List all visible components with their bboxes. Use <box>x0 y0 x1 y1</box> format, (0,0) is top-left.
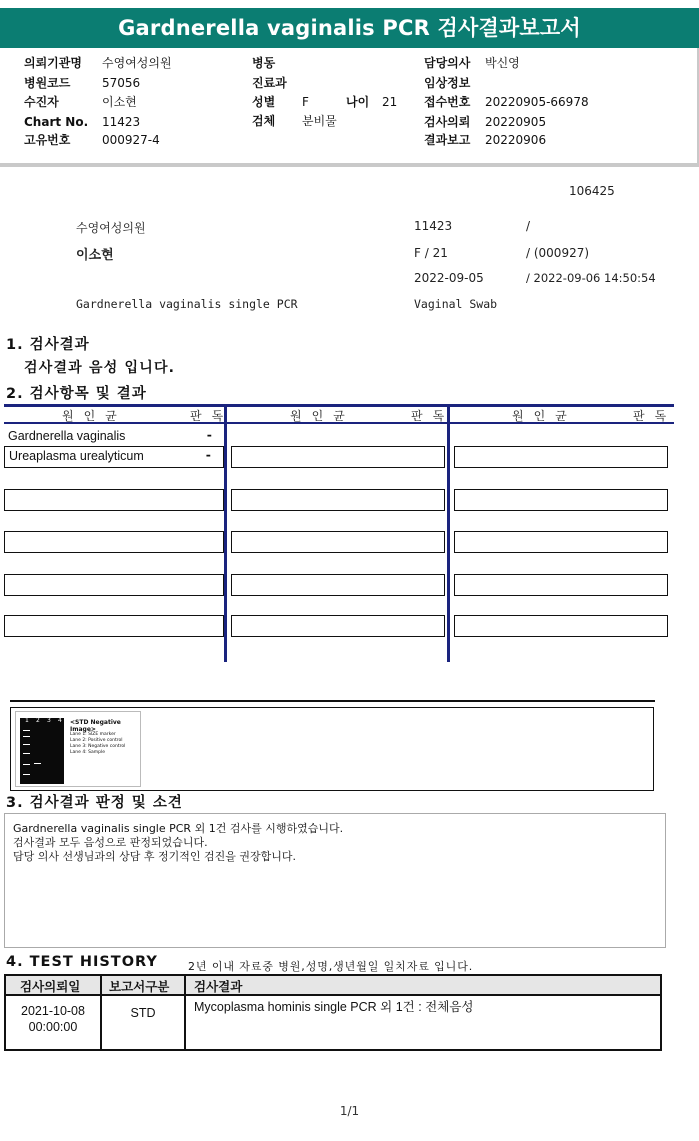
label-chart-no: Chart No. <box>24 115 89 129</box>
opinion-line: 담당 의사 선생님과의 상담 후 정기적인 검진을 권장합니다. <box>13 850 296 863</box>
value-clinic: 수영여성의원 <box>102 56 172 70</box>
lane-number: 3 <box>47 717 51 724</box>
section2-heading: 2. 검사항목 및 결과 <box>6 386 147 402</box>
empty-result-cell <box>454 446 668 468</box>
lane-number: 4 <box>58 717 62 724</box>
gel-legend: Lane 1: SIZE marker <box>70 732 116 737</box>
gel-legend: Lane 4: Sample <box>70 750 105 755</box>
value-receipt-no: 20220905-66978 <box>485 95 589 109</box>
section4-heading: 4. TEST HISTORY <box>6 954 158 970</box>
value-specimen: 분비물 <box>302 114 337 128</box>
pathogen-result: - <box>205 447 211 462</box>
label-hospital-code: 병원코드 <box>24 76 71 90</box>
label-unique-no: 고유번호 <box>24 133 71 147</box>
pathogen-name: Ureaplasma urealyticum <box>9 449 144 463</box>
label-sex: 성별 <box>252 95 276 109</box>
section3-heading: 3. 검사결과 판정 및 소견 <box>6 795 183 811</box>
history-note: 2년 이내 자료중 병원,성명,생년월일 일치자료 입니다. <box>188 960 474 973</box>
lane-number: 2 <box>36 717 40 724</box>
value-patient: 이소현 <box>102 95 137 109</box>
opinion-line: Gardnerella vaginalis single PCR 외 1건 검사를 시행하였습니다. <box>13 822 344 835</box>
label-report-date: 결과보고 <box>424 133 471 147</box>
gel-band <box>23 774 30 775</box>
label-request-date: 검사의뢰 <box>424 115 471 129</box>
pathogen-name: Gardnerella vaginalis <box>8 429 126 443</box>
label-receipt-no: 접수번호 <box>424 95 471 109</box>
label-age: 나이 <box>346 95 370 109</box>
history-table <box>4 974 662 1051</box>
col-header-judge: 판독 <box>411 409 455 423</box>
empty-result-cell <box>231 446 445 468</box>
empty-result-cell <box>4 531 224 553</box>
empty-result-cell <box>454 489 668 511</box>
history-col-type: 보고서구분 <box>109 979 170 994</box>
gel-image <box>15 711 141 787</box>
empty-result-cell <box>231 574 445 596</box>
summary-code: 106425 <box>569 184 615 198</box>
summary-slash: / <box>526 219 531 233</box>
summary-patient: 이소현 <box>76 248 114 263</box>
history-table-header <box>6 976 660 996</box>
gel-legend: Lane 2: Positive control <box>70 738 123 743</box>
label-doctor: 담당의사 <box>424 56 471 70</box>
empty-result-cell <box>4 489 224 511</box>
empty-result-cell <box>4 574 224 596</box>
history-type: STD <box>130 1006 156 1020</box>
pathogen-result: - <box>206 427 212 442</box>
value-hospital-code: 57056 <box>102 76 141 90</box>
col-header-judge: 판독 <box>633 409 677 423</box>
result-row <box>4 446 224 468</box>
value-sex: F <box>302 95 309 109</box>
summary-chart: 11423 <box>414 219 453 233</box>
overall-result: 검사결과 음성 입니다. <box>24 360 176 376</box>
result-grid-divider <box>447 404 450 662</box>
summary-test-name: Gardnerella vaginalis single PCR <box>76 297 298 311</box>
result-grid-divider <box>224 404 227 662</box>
gel-band <box>34 763 41 764</box>
history-col-date: 검사의뢰일 <box>20 979 81 994</box>
gel-electrophoresis-image <box>20 718 64 784</box>
gel-band <box>23 736 30 737</box>
summary-report-datetime: / 2022-09-06 14:50:54 <box>526 271 656 285</box>
empty-result-cell <box>454 615 668 637</box>
result-row <box>4 426 224 448</box>
gel-band <box>23 730 30 731</box>
opinion-line: 검사결과 모두 음성으로 판정되었습니다. <box>13 836 208 849</box>
history-date: 2021-10-08 <box>21 1004 85 1018</box>
empty-result-cell <box>231 615 445 637</box>
history-result: Mycoplasma hominis single PCR 외 1건 : 전체음성 <box>194 1000 474 1014</box>
value-unique-no: 000927-4 <box>102 133 160 147</box>
history-col-result: 검사결과 <box>194 979 243 994</box>
empty-result-cell <box>231 531 445 553</box>
value-doctor: 박신영 <box>485 56 520 70</box>
summary-request-date: 2022-09-05 <box>414 271 484 285</box>
value-report-date: 20220906 <box>485 133 547 147</box>
report-title: Gardnerella vaginalis PCR 검사결과보고서 <box>0 8 699 48</box>
gel-band <box>23 744 30 745</box>
col-header-judge: 판독 <box>190 409 234 423</box>
col-header-pathogen: 원인균 <box>512 409 577 423</box>
empty-result-cell <box>454 574 668 596</box>
value-age: 21 <box>382 95 398 109</box>
summary-id-ref: / (000927) <box>526 246 590 260</box>
image-section-divider <box>10 700 655 702</box>
col-header-pathogen: 원인균 <box>290 409 355 423</box>
label-department: 진료과 <box>252 76 287 90</box>
value-request-date: 20220905 <box>485 115 547 129</box>
header-divider <box>0 163 699 167</box>
gel-title: <STD Negative Image> <box>70 719 121 733</box>
page-number: 1/1 <box>339 1104 360 1118</box>
empty-result-cell <box>231 489 445 511</box>
history-col-divider <box>184 976 186 1049</box>
value-chart-no: 11423 <box>102 115 141 129</box>
section1-heading: 1. 검사결과 <box>6 337 90 353</box>
gel-band <box>23 764 30 765</box>
gel-legend: Lane 3: Negative control <box>70 744 126 749</box>
summary-clinic: 수영여성의원 <box>76 221 146 235</box>
label-clinic: 의뢰기관명 <box>24 56 82 70</box>
history-time: 00:00:00 <box>28 1020 78 1034</box>
empty-result-cell <box>454 531 668 553</box>
summary-specimen: Vaginal Swab <box>414 297 498 311</box>
label-clinical-info: 임상정보 <box>424 76 471 90</box>
opinion-box <box>4 813 666 948</box>
gel-band <box>23 753 30 754</box>
empty-result-cell <box>4 615 224 637</box>
lane-number: 1 <box>25 717 29 724</box>
label-ward: 병동 <box>252 56 276 70</box>
gel-image-frame <box>10 707 654 791</box>
label-specimen: 검체 <box>252 114 276 128</box>
label-patient: 수진자 <box>24 95 59 109</box>
col-header-pathogen: 원인균 <box>62 409 127 423</box>
summary-sex-age: F / 21 <box>414 246 448 260</box>
